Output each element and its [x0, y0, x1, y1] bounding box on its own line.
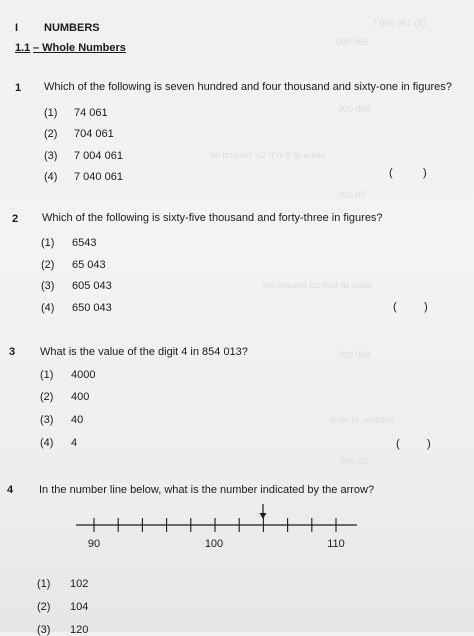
option-label: (1): [41, 237, 55, 249]
option-text: 40: [71, 414, 84, 426]
option-label: (3): [40, 414, 54, 426]
option-text: 104: [70, 601, 89, 613]
option-label: (2): [40, 391, 54, 403]
worksheet-page: 7 000 061 (4) 000 065 000 006 no bnsuorl xi2 rt ni 8 fo eulav 006 07 mo bnsuorl xiz-yxiz to eulav 000 008 eniln ni ,noitulos 000 03 I NUMBERS 1.1 – Whole Numbers 1 Which of the following is seven hundred and four thousand and sixty-one in figures? (1) 74 061 (2) 704 061 (3) 7 004 061 (4) 7 040 061 ( ) 2 Which of the following is sixty-five thousand and forty-three in figures? (1) 6543 (2) 65 043 (3) 605 043 (4) 650 043 ( ) 3 What is the value of the digit 4 in 854 013? (1) 4000 (2) 400 (3) 40 (4) 4 ( ) 4 In the number line below, what is the number indicated by the arrow? 90 100 110 (1) 102 (2) 104 (3) 120: [7, 18, 452, 636]
answer-bracket-open: (: [396, 438, 400, 450]
question-number: 3: [9, 346, 16, 358]
option-label: (3): [37, 624, 51, 636]
answer-bracket-open: (: [393, 301, 397, 313]
option-label: (1): [44, 107, 58, 119]
option-text: 102: [70, 578, 89, 590]
number-line-label-100: 100: [204, 538, 224, 550]
answer-bracket-close: ): [424, 301, 428, 313]
option-label: (4): [44, 171, 58, 183]
number-line: [70, 502, 370, 550]
arrow-head-icon: [260, 513, 267, 519]
number-line-label-90: 90: [87, 538, 101, 550]
question-prompt: In the number line below, what is the number indicated by the arrow?: [39, 484, 375, 496]
option-text: 74 061: [74, 107, 108, 119]
option-label: (2): [41, 259, 55, 271]
answer-bracket-close: ): [427, 438, 431, 450]
question-prompt: Which of the following is seven hundred and four thousand and sixty-one in figures?: [44, 81, 452, 93]
question-number: 1: [15, 82, 22, 94]
option-label: (3): [41, 280, 55, 292]
question-number: 4: [7, 484, 14, 496]
answer-bracket-open: (: [389, 167, 393, 179]
option-label: (4): [41, 302, 55, 314]
option-label: (3): [44, 150, 58, 162]
question-number: 2: [12, 213, 19, 225]
option-text: 120: [70, 624, 89, 636]
section-number: I: [15, 22, 19, 34]
option-text: 400: [71, 391, 90, 403]
option-label: (2): [44, 128, 58, 140]
question-prompt: What is the value of the digit 4 in 854 013?: [40, 346, 248, 358]
option-label: (2): [37, 601, 51, 613]
option-text: 7 004 061: [74, 150, 123, 162]
question-prompt: Which of the following is sixty-five thousand and forty-three in figures?: [42, 212, 383, 224]
option-label: (1): [37, 578, 51, 590]
option-text: 65 043: [72, 259, 106, 271]
number-line-label-110: 110: [327, 538, 345, 550]
option-text: 4000: [71, 369, 96, 381]
subsection-number: 1.1: [15, 42, 31, 54]
option-text: 605 043: [72, 280, 112, 292]
subsection-title: – Whole Numbers: [33, 42, 126, 54]
option-text: 704 061: [74, 128, 114, 140]
option-label: (1): [40, 369, 54, 381]
option-text: 650 043: [72, 302, 112, 314]
option-text: 4: [71, 437, 78, 449]
answer-bracket-close: ): [423, 167, 427, 179]
option-text: 7 040 061: [74, 171, 123, 183]
option-text: 6543: [72, 237, 97, 249]
option-label: (4): [40, 437, 54, 449]
section-title: NUMBERS: [44, 22, 100, 34]
